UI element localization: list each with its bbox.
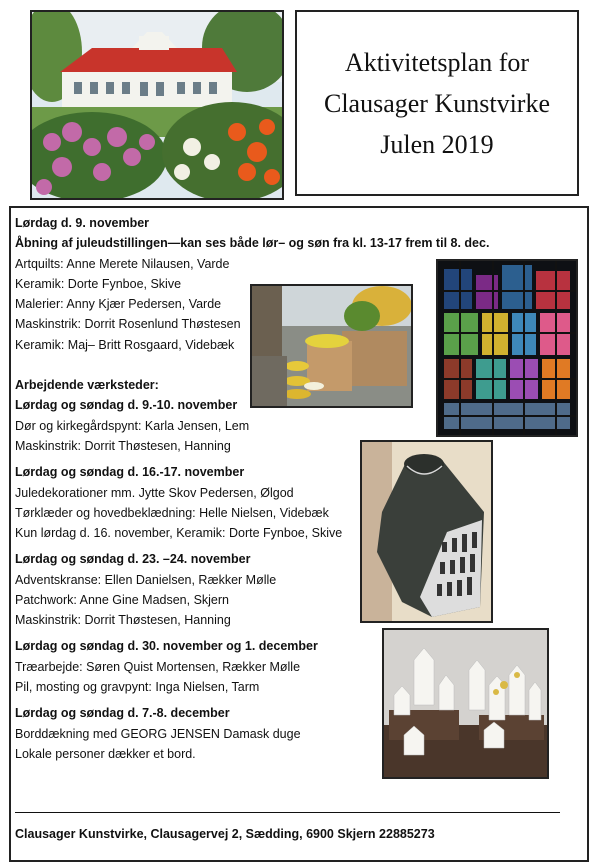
title-line-2: Clausager Kunstvirke [323,88,550,118]
market-bowls-image [252,286,411,406]
photo-art-quilt [436,259,578,437]
list-item: Borddækning med GEORG JENSEN Damask duge [15,727,301,741]
photo-ceramic-houses [382,628,549,779]
list-item: Patchwork: Anne Gine Madsen, Skjern [15,593,230,607]
header-photo-house [30,10,284,200]
section-heading: Lørdag og søndag d. 23. –24. november [15,552,251,566]
list-item: Juledekorationer mm. Jytte Skov Pedersen, Ølgod [15,486,294,500]
section-heading: Lørdag d. 9. november [15,216,150,230]
list-item: Træarbejde: Søren Quist Mortensen, Rækker Mølle [15,660,301,674]
section-heading: Lørdag og søndag d. 9.-10. november [15,398,238,412]
list-item: Malerier: Anny Kjær Pedersen, Varde [15,297,222,311]
list-item: Maskinstrik: Dorrit Thøstesen, Hanning [15,613,231,627]
opening-subheading: Åbning af juleudstillingen—kan ses både lør– og søn fra kl. 13-17 frem til 8. dec. [15,236,490,250]
list-item: Tørklæder og hovedbeklædning: Helle Nielsen, Videbæk [15,506,329,520]
list-item: Kun lørdag d. 16. november, Keramik: Dorte Fynboe, Skive [15,526,343,540]
ceramic-houses-image [384,630,547,777]
title-line-3: Julen 2019 [380,129,494,159]
title-line-1: Aktivitetsplan for [344,47,530,77]
workshops-heading: Arbejdende værksteder: [15,378,159,392]
list-item: Keramik: Maj– Britt Rosgaard, Videbæk [15,338,235,352]
knitted-poncho-image [362,442,491,621]
header-title-box [295,10,579,196]
section-heading: Lørdag og søndag d. 7.-8. december [15,706,230,720]
list-item: Adventskranse: Ellen Danielsen, Rækker Mølle [15,573,277,587]
list-item: Lokale personer dækker et bord. [15,747,196,761]
section-heading: Lørdag og søndag d. 16.-17. november [15,465,245,479]
art-quilt-image [438,261,576,435]
list-item: Maskinstrik: Dorrit Thøstesen, Hanning [15,439,231,453]
list-item: Keramik: Dorte Fynboe, Skive [15,277,182,291]
section-heading: Lørdag og søndag d. 30. november og 1. december [15,639,318,653]
footer-rule [15,812,560,813]
house-garden-image [32,12,282,198]
list-item: Artquilts: Anne Merete Nilausen, Varde [15,257,230,271]
list-item: Maskinstrik: Dorrit Rosenlund Thøstesen [15,317,241,331]
photo-knitted-poncho [360,440,493,623]
list-item: Dør og kirkegårdspynt: Karla Jensen, Lem [15,419,250,433]
list-item: Pil, mosting og gravpynt: Inga Nielsen, Tarm [15,680,260,694]
footer-address: Clausager Kunstvirke, Clausagervej 2, Sædding, 6900 Skjern 22885273 [15,827,435,841]
photo-market-bowls [250,284,413,408]
